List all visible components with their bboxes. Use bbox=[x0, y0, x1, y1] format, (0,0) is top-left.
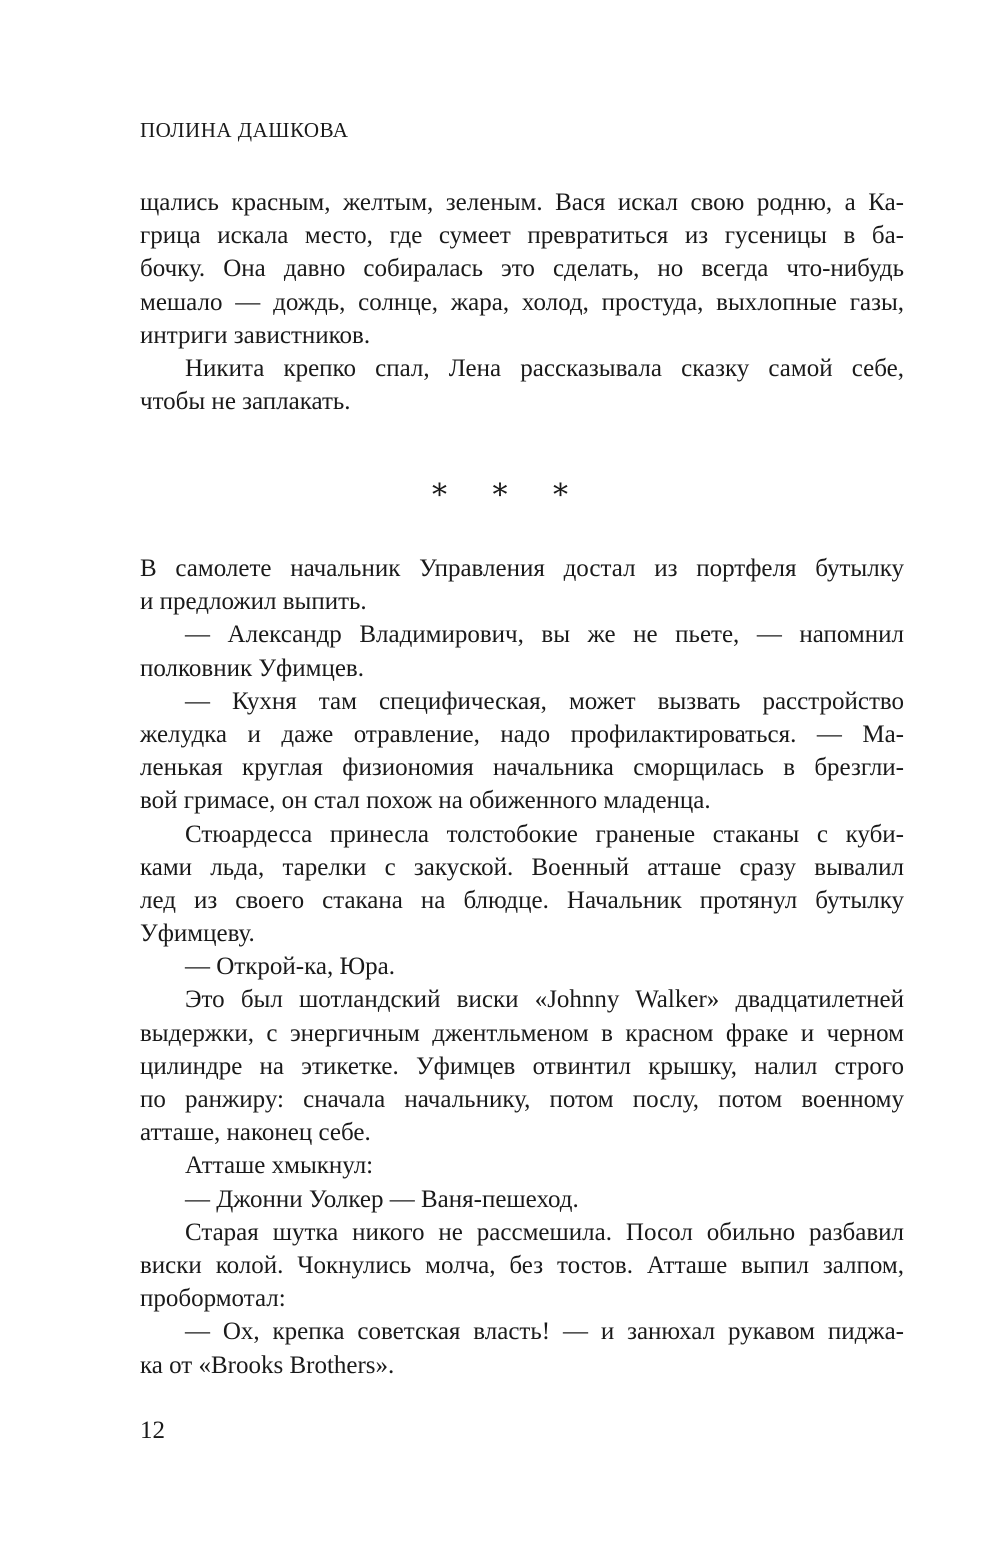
text-line: цилиндре на этикетке. Уфимцев отвинтил крышку, налил строго bbox=[140, 1052, 904, 1080]
text-line: ками льда, тарелки с закуской. Военный атташе сразу вывалил bbox=[140, 853, 904, 881]
text-line: выдержки, с энергичным джентльменом в красном фраке и черном bbox=[140, 1019, 904, 1047]
text-line: — Кухня там специфическая, может вызвать расстройство bbox=[185, 687, 904, 715]
text-line: — Джонни Уолкер — Ваня-пешеход. bbox=[185, 1185, 579, 1213]
running-head: ПОЛИНА ДАШКОВА bbox=[140, 118, 349, 142]
text-line: — Ох, крепка советская власть! — и занюхал рукавом пиджа- bbox=[185, 1318, 904, 1346]
text-line: полковник Уфимцев. bbox=[140, 654, 364, 682]
text-line: Уфимцеву. bbox=[140, 920, 255, 948]
text-line: щались красным, желтым, зеленым. Вася искал свою родню, а Ка- bbox=[140, 189, 904, 216]
text-line: Старая шутка никого не рассмешила. Посол обильно разбавил bbox=[185, 1218, 904, 1246]
text-line: Стюардесса принесла толстобокие граненые стаканы с куби- bbox=[185, 820, 904, 848]
text-line: ка от «Brooks Brothers». bbox=[140, 1351, 395, 1379]
text-line: Никита крепко спал, Лена рассказывала сказку самой себе, bbox=[185, 354, 904, 382]
text-line: чтобы не заплакать. bbox=[140, 388, 351, 416]
text-line: грица искала место, где сумеет превратиться из гусеницы в ба- bbox=[140, 222, 904, 250]
text-line: вой гримасе, он стал похож на обиженного младенца. bbox=[140, 787, 711, 815]
text-line: Атташе хмыкнул: bbox=[185, 1152, 374, 1180]
page-number: 12 bbox=[140, 1417, 165, 1444]
text-line: лед из своего стакана на блюдце. Начальник протянул бутылку bbox=[140, 886, 904, 914]
text-line: Это был шотландский виски «Johnny Walker» двадцатилетней bbox=[185, 986, 904, 1014]
text-block-2 bbox=[140, 552, 904, 1382]
text-line: виски колой. Чокнулись молча, без тостов. Атташе выпил залпом, bbox=[140, 1251, 904, 1279]
text-line: и предложил выпить. bbox=[140, 588, 367, 616]
text-line: — Открой-ка, Юра. bbox=[185, 953, 395, 981]
text-line: пробормотал: bbox=[140, 1285, 286, 1313]
text-block-1 bbox=[140, 186, 904, 418]
text-line: бочку. Она давно собиралась это сделать, но всегда что-нибудь bbox=[140, 255, 904, 283]
text-line: интриги завистников. bbox=[140, 321, 371, 349]
text-line: ленькая круглая физиономия начальника сморщилась в брезгли- bbox=[140, 754, 904, 782]
text-line: атташе, наконец себе. bbox=[140, 1119, 371, 1147]
text-line: желудка и даже отравление, надо профилактироваться. — Ма- bbox=[140, 720, 904, 748]
text-line: — Александр Владимирович, вы же не пьете, — напомнил bbox=[185, 621, 904, 649]
text-line: В самолете начальник Управления достал из портфеля бутылку bbox=[140, 555, 904, 582]
text-line: по ранжиру: сначала начальнику, потом послу, потом военному bbox=[140, 1086, 904, 1113]
section-separator: * * * bbox=[431, 478, 587, 513]
text-line: мешало — дождь, солнце, жара, холод, простуда, выхлопные газы, bbox=[140, 288, 904, 316]
